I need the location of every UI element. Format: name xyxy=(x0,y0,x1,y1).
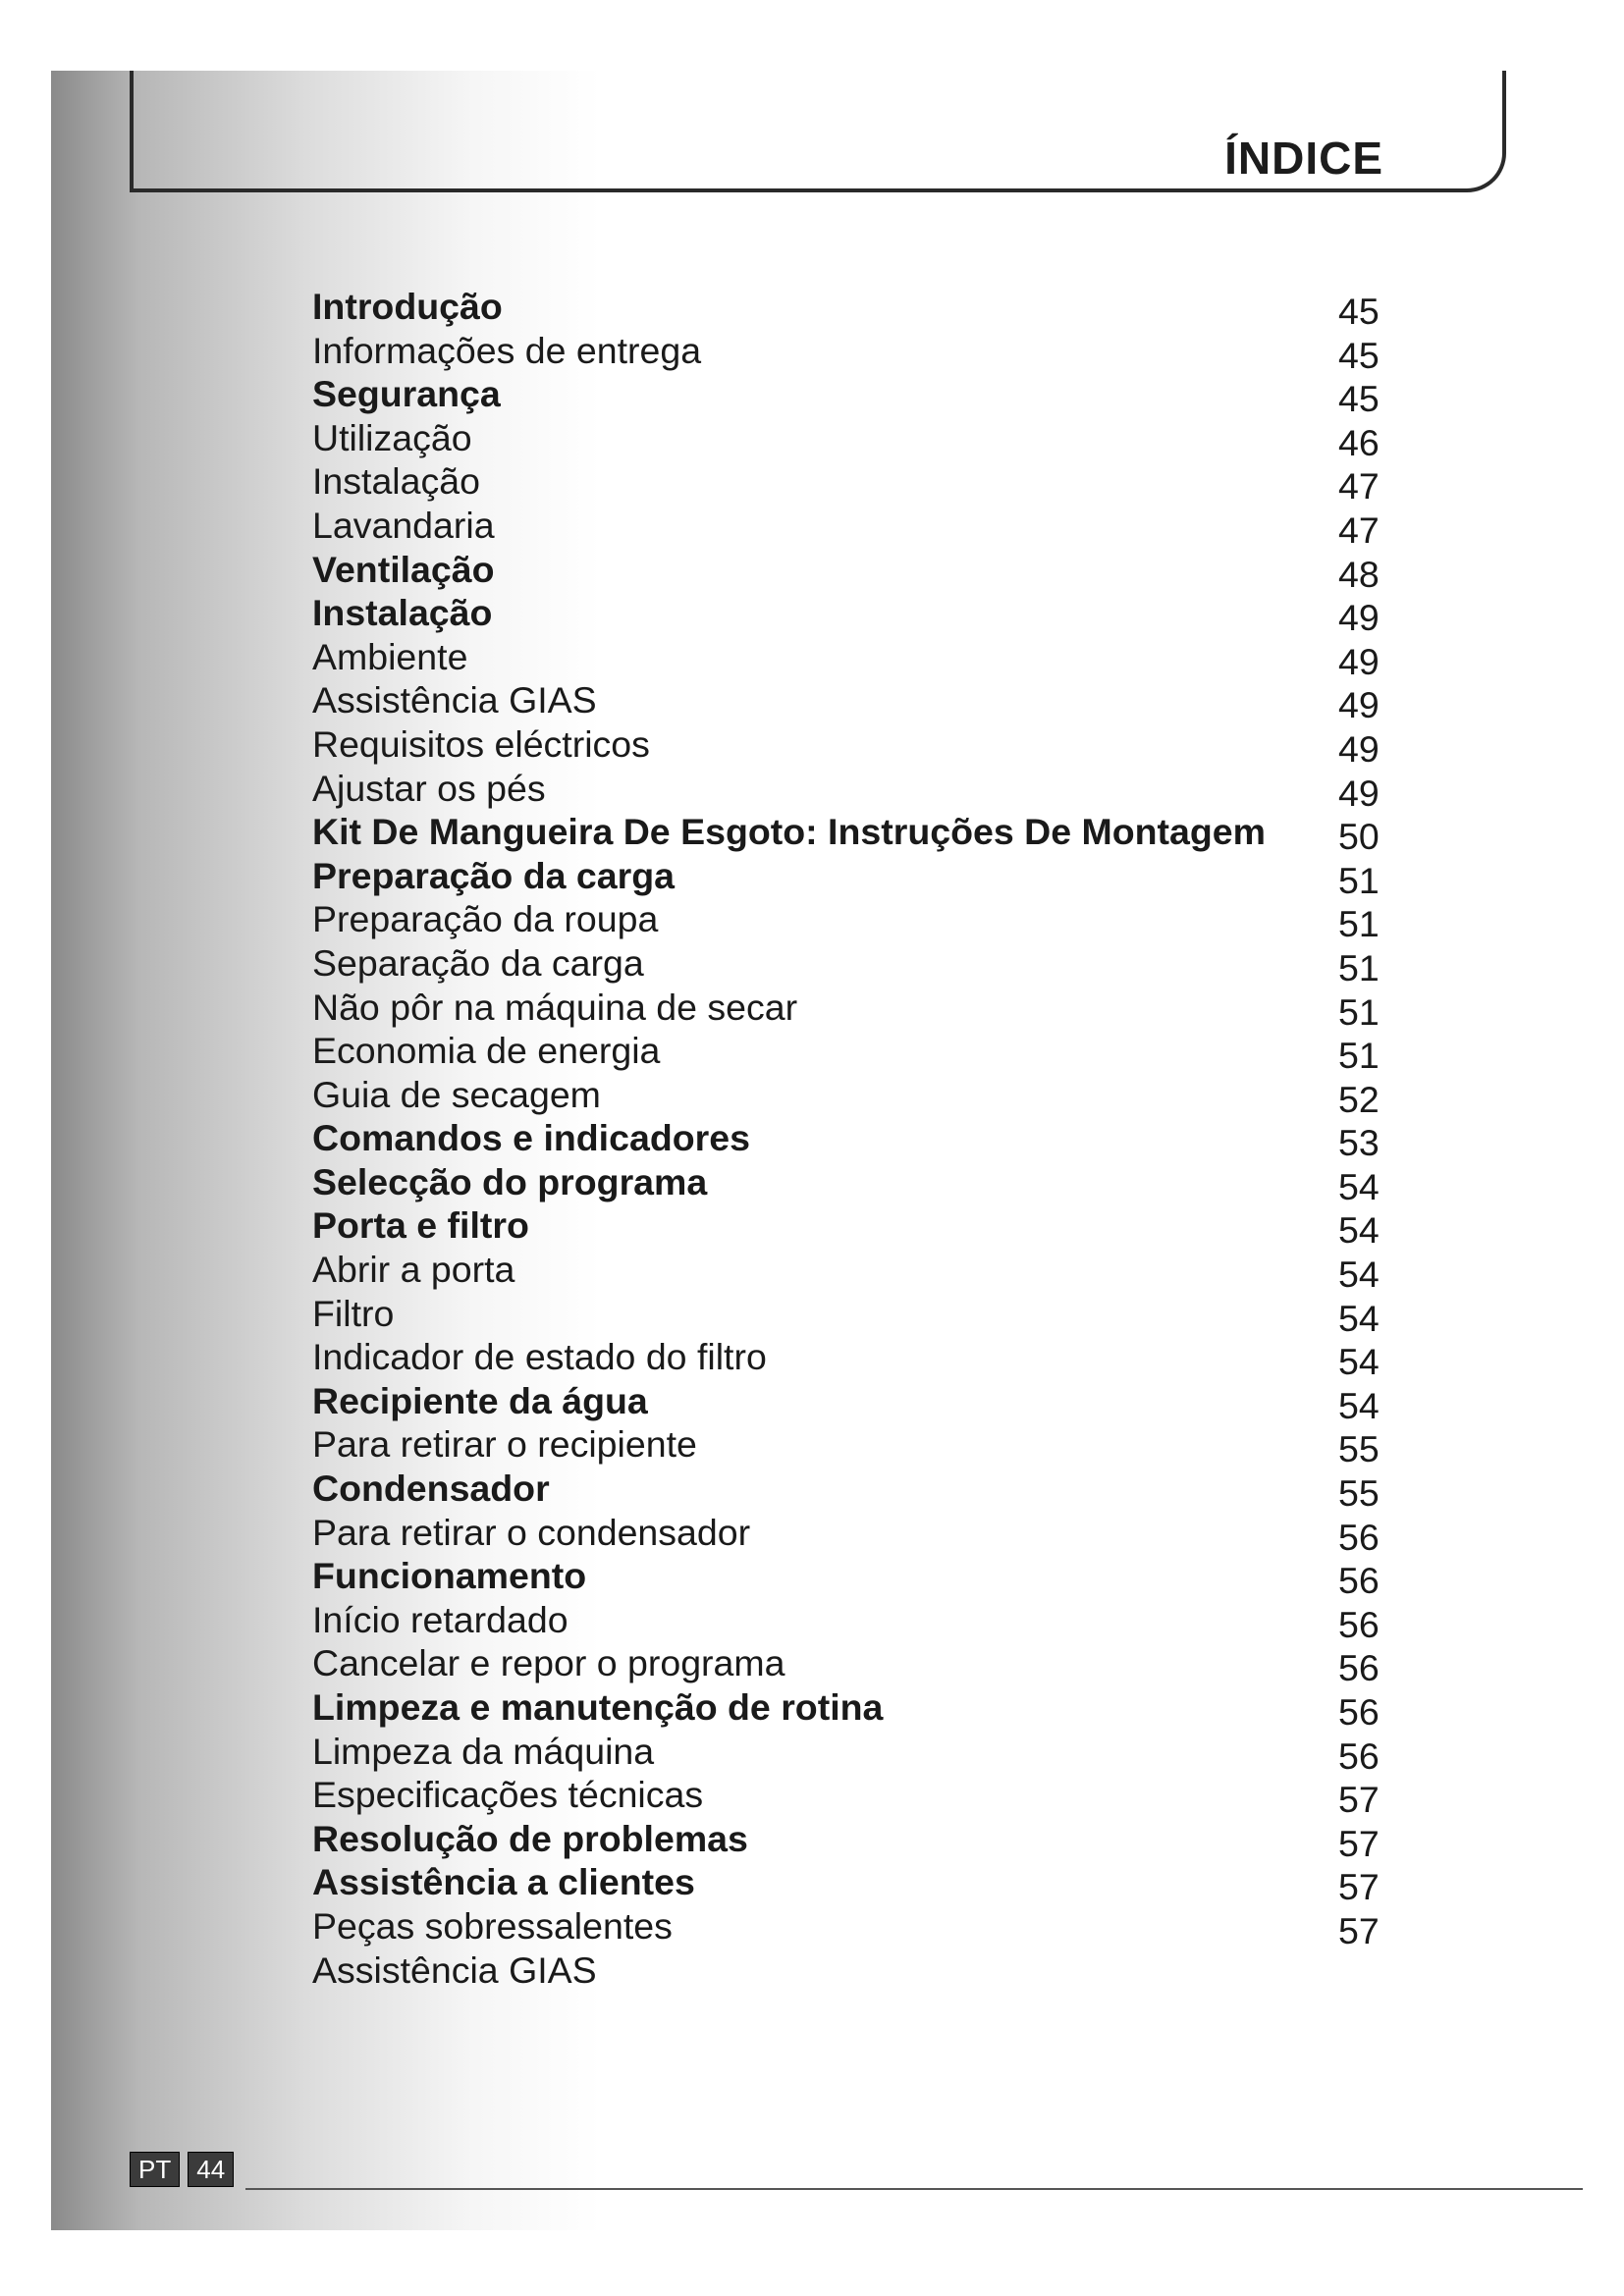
toc-entry[interactable] xyxy=(312,548,1392,595)
toc-entry[interactable] xyxy=(312,988,1392,1033)
toc-entry-page: 49 xyxy=(1338,597,1380,639)
toc-entry[interactable] xyxy=(312,462,1392,507)
toc-entry-page: 56 xyxy=(1338,1691,1380,1733)
toc-entry-label: Assistência GIAS xyxy=(312,679,597,721)
toc-entry-label: Peças sobressalentes xyxy=(312,1904,673,1947)
toc-entry[interactable] xyxy=(312,1904,1392,1951)
toc-entry-label: Resolução de problemas xyxy=(312,1817,748,1859)
toc-entry-page: 45 xyxy=(1338,378,1380,420)
toc-entry[interactable] xyxy=(312,1073,1392,1120)
toc-entry-page: 49 xyxy=(1338,772,1380,814)
toc-entry-label: Filtro xyxy=(312,1292,395,1334)
toc-entry-page: 49 xyxy=(1338,684,1380,726)
toc-entry[interactable] xyxy=(312,288,1392,332)
toc-entry-label: Limpeza e manutenção de rotina xyxy=(312,1686,884,1728)
toc-entry-label: Abrir a porta xyxy=(312,1249,515,1291)
table-of-contents xyxy=(312,288,1392,1995)
toc-entry-label: Recipiente da água xyxy=(312,1379,648,1421)
toc-entry-label: Não pôr na máquina de secar xyxy=(312,986,798,1028)
toc-entry[interactable] xyxy=(312,375,1392,419)
toc-entry-label: Separação da carga xyxy=(312,941,644,984)
toc-entry-page: 54 xyxy=(1338,1165,1380,1207)
toc-entry-page: 55 xyxy=(1338,1472,1380,1515)
toc-entry-page: 56 xyxy=(1338,1516,1380,1558)
toc-entry[interactable] xyxy=(312,635,1392,682)
toc-entry[interactable] xyxy=(312,1425,1392,1469)
toc-entry[interactable] xyxy=(312,1817,1392,1864)
toc-entry-label: Informações de entrega xyxy=(312,329,702,371)
toc-entry-page: 51 xyxy=(1338,903,1380,945)
toc-entry-label: Para retirar o recipiente xyxy=(312,1423,697,1466)
toc-entry[interactable] xyxy=(312,1032,1392,1076)
toc-entry[interactable] xyxy=(312,813,1392,857)
toc-entry-label: Preparação da carga xyxy=(312,854,675,896)
toc-entry-label: Kit De Mangueira De Esgoto: Instruções De Montagem xyxy=(312,811,1266,853)
toc-entry-page: 53 xyxy=(1338,1122,1380,1164)
toc-entry[interactable] xyxy=(312,722,1392,770)
footer-divider xyxy=(245,2188,1583,2190)
toc-entry[interactable] xyxy=(312,1206,1392,1251)
toc-entry[interactable] xyxy=(312,504,1392,551)
toc-entry[interactable] xyxy=(312,900,1392,944)
toc-entry[interactable] xyxy=(312,1951,1392,1996)
language-badge: PT xyxy=(130,2152,180,2187)
toc-entry[interactable] xyxy=(312,681,1392,725)
toc-entry-page: 45 xyxy=(1338,334,1380,376)
toc-entry-page: 54 xyxy=(1338,1209,1380,1252)
toc-entry-page: 47 xyxy=(1338,465,1380,507)
toc-entry-label: Assistência a clientes xyxy=(312,1861,695,1903)
toc-entry[interactable] xyxy=(312,1863,1392,1907)
toc-entry[interactable] xyxy=(312,1688,1392,1733)
toc-entry-page: 54 xyxy=(1338,1254,1380,1296)
toc-entry-label: Especificações técnicas xyxy=(312,1774,704,1816)
toc-entry-label: Para retirar o condensador xyxy=(312,1511,751,1553)
toc-entry-page: 54 xyxy=(1338,1384,1380,1426)
toc-entry-page: 57 xyxy=(1338,1866,1380,1908)
toc-entry-label: Indicador de estado do filtro xyxy=(312,1336,767,1378)
toc-entry[interactable] xyxy=(312,1644,1392,1688)
toc-entry-page: 56 xyxy=(1338,1647,1380,1689)
toc-entry-page: 50 xyxy=(1338,816,1380,858)
toc-entry[interactable] xyxy=(312,594,1392,638)
toc-entry-label: Ajustar os pés xyxy=(312,767,546,809)
toc-entry[interactable] xyxy=(312,416,1392,463)
toc-entry-label: Cancelar e repor o programa xyxy=(312,1642,785,1684)
toc-entry[interactable] xyxy=(312,1160,1392,1207)
toc-entry-page: 48 xyxy=(1338,553,1380,595)
toc-entry-page: 51 xyxy=(1338,859,1380,901)
toc-entry-label: Condensador xyxy=(312,1468,550,1510)
toc-entry[interactable] xyxy=(312,1338,1392,1382)
toc-entry-label: Assistência GIAS xyxy=(312,1949,597,1991)
footer xyxy=(130,2152,234,2187)
toc-entry-page: 54 xyxy=(1338,1297,1380,1339)
toc-entry-label: Comandos e indicadores xyxy=(312,1117,750,1159)
toc-entry-label: Ambiente xyxy=(312,635,468,677)
toc-entry-label: Selecção do programa xyxy=(312,1160,708,1202)
toc-entry-page: 52 xyxy=(1338,1078,1380,1120)
toc-entry[interactable] xyxy=(312,1292,1392,1339)
toc-entry-label: Ventilação xyxy=(312,548,495,590)
toc-entry[interactable] xyxy=(312,1251,1392,1295)
toc-entry-label: Porta e filtro xyxy=(312,1204,529,1247)
toc-entry-label: Requisitos eléctricos xyxy=(312,722,650,765)
toc-entry[interactable] xyxy=(312,1557,1392,1601)
toc-entry-page: 57 xyxy=(1338,1779,1380,1821)
toc-entry-page: 47 xyxy=(1338,508,1380,551)
toc-entry-label: Introdução xyxy=(312,286,503,327)
toc-entry[interactable] xyxy=(312,767,1392,814)
page-number-badge: 44 xyxy=(188,2152,234,2187)
toc-entry[interactable] xyxy=(312,1776,1392,1820)
toc-entry-page: 51 xyxy=(1338,990,1380,1033)
toc-entry[interactable] xyxy=(312,1469,1392,1514)
toc-entry[interactable] xyxy=(312,1598,1392,1645)
toc-entry-page: 46 xyxy=(1338,421,1380,463)
toc-entry-label: Lavandaria xyxy=(312,504,495,546)
toc-entry-label: Preparação da roupa xyxy=(312,898,659,940)
toc-entry-page: 45 xyxy=(1338,291,1380,332)
toc-entry-label: Guia de secagem xyxy=(312,1073,601,1115)
toc-entry-page: 55 xyxy=(1338,1428,1380,1470)
toc-entry[interactable] xyxy=(312,1511,1392,1558)
toc-entry-page: 56 xyxy=(1338,1560,1380,1602)
toc-entry-page: 57 xyxy=(1338,1909,1380,1951)
toc-entry-label: Economia de energia xyxy=(312,1030,661,1072)
toc-entry-label: Segurança xyxy=(312,373,501,415)
toc-entry[interactable] xyxy=(312,1379,1392,1426)
toc-entry-label: Instalação xyxy=(312,592,493,634)
toc-entry-label: Limpeza da máquina xyxy=(312,1730,655,1772)
toc-entry-page: 56 xyxy=(1338,1603,1380,1645)
toc-entry[interactable] xyxy=(312,1730,1392,1777)
toc-entry-page: 56 xyxy=(1338,1735,1380,1777)
toc-entry-page: 54 xyxy=(1338,1341,1380,1383)
toc-entry-page: 49 xyxy=(1338,727,1380,770)
toc-entry[interactable] xyxy=(312,941,1392,988)
page-title: ÍNDICE xyxy=(1224,133,1383,184)
toc-entry-label: Utilização xyxy=(312,416,472,458)
toc-entry-page: 51 xyxy=(1338,1035,1380,1077)
toc-entry[interactable] xyxy=(312,1119,1392,1163)
toc-entry-label: Início retardado xyxy=(312,1598,568,1640)
toc-entry-page: 57 xyxy=(1338,1822,1380,1864)
toc-entry-label: Instalação xyxy=(312,460,480,503)
toc-entry-label: Funcionamento xyxy=(312,1555,587,1597)
toc-entry-page: 51 xyxy=(1338,946,1380,988)
toc-entry[interactable] xyxy=(312,329,1392,376)
toc-entry[interactable] xyxy=(312,854,1392,901)
toc-entry-page: 49 xyxy=(1338,640,1380,682)
